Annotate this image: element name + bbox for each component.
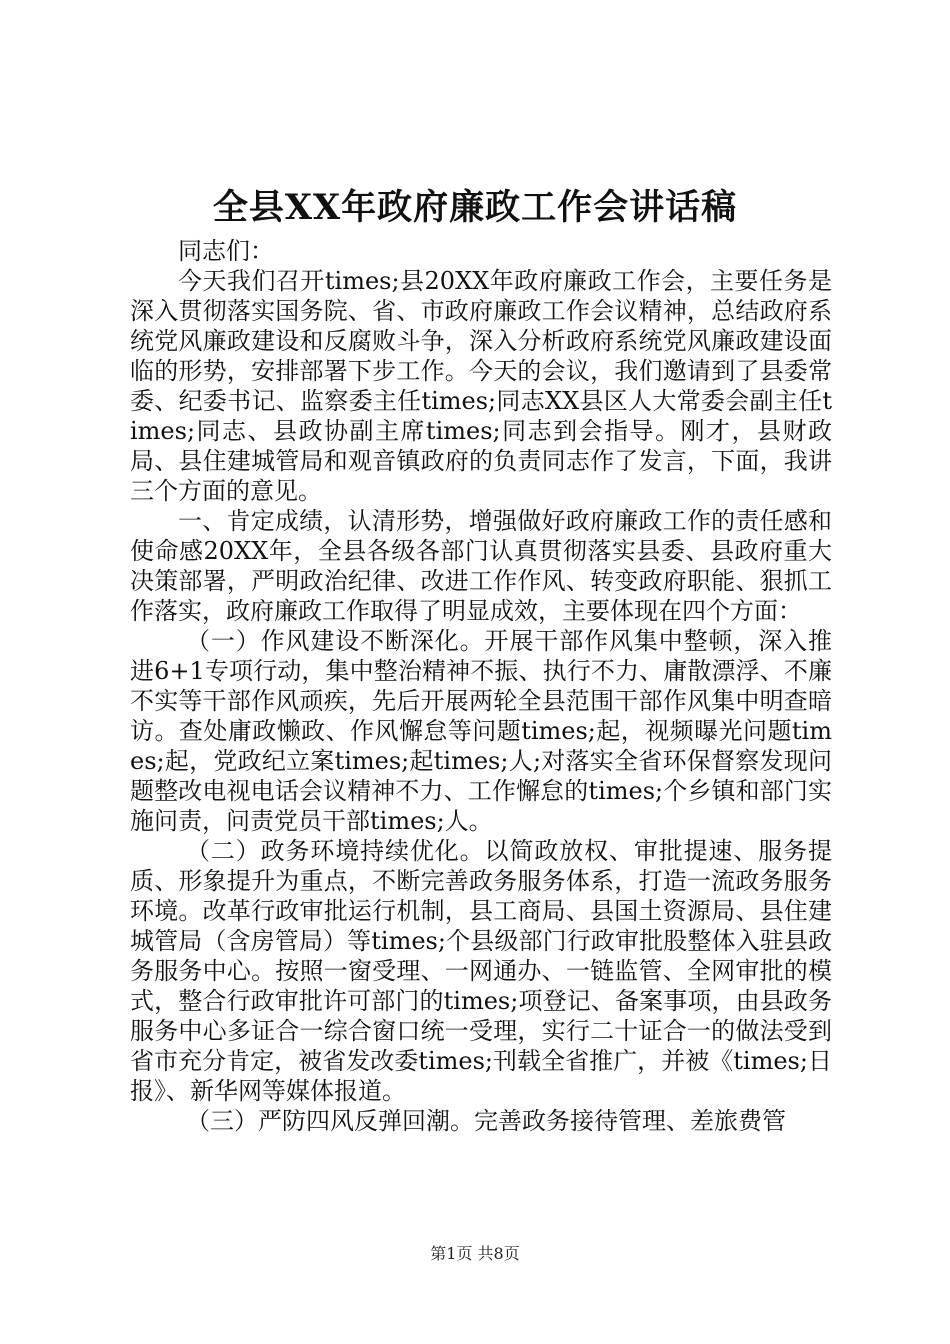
subsection-three-paragraph: （三）严防四风反弹回潮。完善政务接待管理、差旅费管 bbox=[186, 1107, 786, 1135]
subsection-one-paragraph: （一）作风建设不断深化。开展干部作风集中整顿，深入推进6+1专项行动，集中整治精神不振、执行不力、庸散漂浮、不廉不实等干部作风顽疾，先后开展两轮全县范围干部作风集中明查暗访。查处庸政懒政、作风懈怠等问题times;起，视频曝光问题times;起，党政纪立案times;起times;人;对落实全省环保督察发现问题整改电视电话会议精神不力、工作懈怠的times;个乡镇和部门实施问责，问责党员干部times;人。 bbox=[130, 627, 832, 835]
subsection-two-paragraph: （二）政务环境持续优化。以简政放权、审批提速、服务提质、形象提升为重点，不断完善政务服务体系，打造一流政务服务环境。改革行政审批运行机制，县工商局、县国土资源局、县住建城管局（含房管局）等times;个县级部门行政审批股整体入驻县政务服务中心。按照一窗受理、一网通办、一链监管、全网审批的模式，整合行政审批许可部门的times;项登记、备案事项，由县政务服务中心多证合一综合窗口统一受理，实行二十证合一的做法受到省市充分肯定，被省发改委times;刊载全省推广，并被《times;日报》、新华网等媒体报道。 bbox=[130, 837, 832, 1105]
section-one-paragraph: 一、肯定成绩，认清形势，增强做好政府廉政工作的责任感和使命感20XX年，全县各级各部门认真贯彻落实县委、县政府重大决策部署，严明政治纪律、改进工作作风、转变政府职能、狠抓工作落实，政府廉政工作取得了明显成效，主要体现在四个方面： bbox=[130, 507, 832, 625]
document-title: 全县XX年政府廉政工作会讲话稿 bbox=[212, 187, 738, 228]
document-body bbox=[130, 236, 832, 1136]
salutation-paragraph: 同志们： bbox=[178, 237, 274, 265]
intro-paragraph: 今天我们召开times;县20XX年政府廉政工作会，主要任务是深入贯彻落实国务院、省、市政府廉政工作会议精神，总结政府系统党风廉政建设和反腐败斗争，深入分析政府系统党风廉政建设面临的形势，安排部署下步工作。今天的会议，我们邀请到了县委常委、纪委书记、监察委主任times;同志XX县区人大常委会副主任times;同志、县政协副主席times;同志到会指导。刚才，县财政局、县住建城管局和观音镇政府的负责同志作了发言，下面，我讲三个方面的意见。 bbox=[130, 267, 832, 505]
page-number-footer: 第1页 共8页 bbox=[430, 1244, 520, 1263]
